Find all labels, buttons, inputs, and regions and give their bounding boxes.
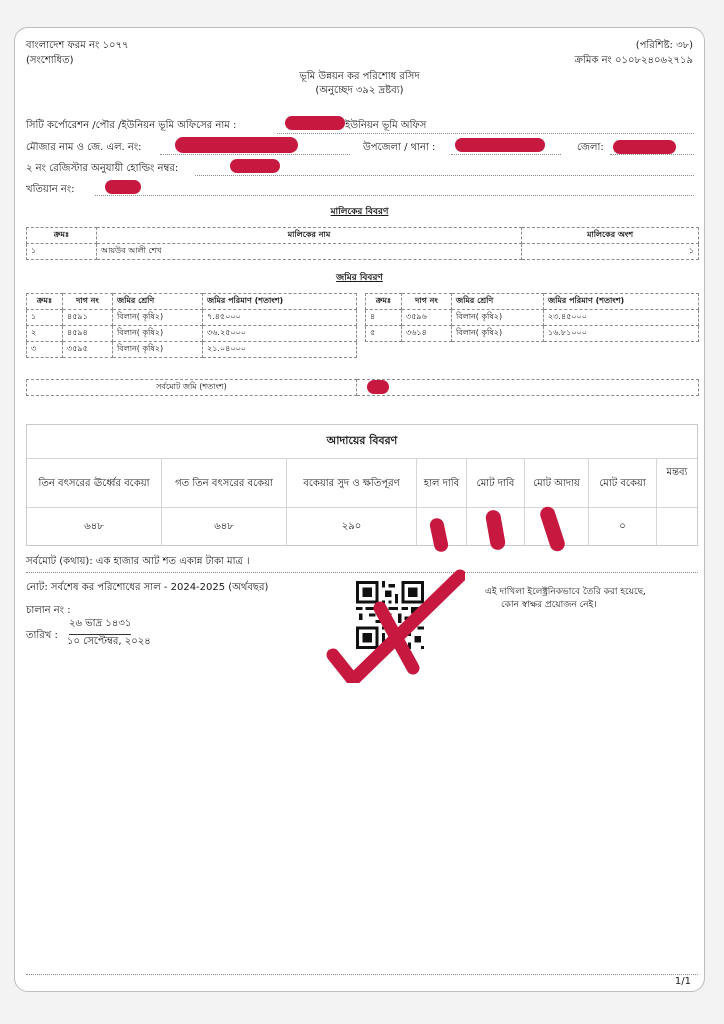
redaction-mark xyxy=(230,159,280,173)
appendix-label: (পরিশিষ্ট: ৩৮) xyxy=(635,40,693,51)
date-bangla: ২৬ ভাদ্র ১৪৩১ xyxy=(69,616,131,635)
total-in-words: সর্বমোট (কথায়): এক হাজার আট শত একান্ন টাকা মাত্র । xyxy=(26,556,250,567)
owner-table xyxy=(26,227,699,260)
page-number: 1/1 xyxy=(674,976,691,987)
electronic-note-line1: এই দাখিলা ইলেক্ট্রনিকভাবে তৈরি করা হয়েছে, xyxy=(485,587,646,597)
redaction-mark xyxy=(285,116,345,130)
table-row: ৩ ৩৫৯৫ বিলান( কৃষি২) ২১.০৪০০০ xyxy=(27,342,357,358)
electronic-note-line2: কোন স্বাক্ষর প্রয়োজন নেই। xyxy=(501,600,597,610)
last-payment-note: নোট: সর্বশেষ কর পরিশোধের সাল - 2024-2025 (অর্থবছর) xyxy=(26,582,269,593)
receipt-title: ভূমি উন্নয়ন কর পরিশোধ রসিদ xyxy=(299,71,420,82)
revised-label: (সংশোধিত) xyxy=(26,55,74,66)
owner-header-share: মালিকের অংশ xyxy=(522,228,699,244)
redaction-mark xyxy=(455,138,545,152)
serial-number: ক্রমিক নং ০১০৮২৪০৬২৭১৯ xyxy=(574,55,693,66)
owner-section-title: মালিকের বিবরণ xyxy=(330,207,389,217)
redaction-mark xyxy=(105,180,141,194)
collection-table: আদায়ের বিবরণ তিন বৎসরের ঊর্ধ্বের বকেয়া গত তিন বৎসরের বকেয়া বকেয়ার সুদ ও ক্ষতিপূরণ হাল দাবি মোট দাবি মোট আদায় মোট বকেয়া মন্তব্য ৬৪৮ ৬৪৮ ২৯০ ০ xyxy=(26,424,698,546)
khatian-label: খতিয়ান নং: xyxy=(26,184,75,195)
table-row: ২ ৪৫৯৪ বিলান( কৃষি২) ৩৬.২৫০০০ xyxy=(27,326,357,342)
redaction-mark xyxy=(613,140,676,154)
date-english: ১০ সেপ্টেম্বর, ২০২৪ xyxy=(67,636,151,647)
mouza-label: মৌজার নাম ও জে. এল. নং: xyxy=(26,142,142,153)
upazila-label: উপজেলা / থানা : xyxy=(363,142,436,153)
collection-title: আদায়ের বিবরণ xyxy=(27,425,697,459)
check-mark-icon xyxy=(325,568,465,683)
land-table-right: ক্রমঃ দাগ নং জমির শ্রেণি জমির পরিমাণ (শতাংশ) ৪ ৩৫৯৬ বিলান( কৃষি২) ২৩.৪৫০০০ ৫ ৩৬১৪ বিলান( কৃষি২) ১৬.৮১০০০ xyxy=(365,293,699,342)
challan-label: চালান নং : xyxy=(26,605,71,616)
office-label: সিটি কর্পোরেশন /পৌর /ইউনিয়ন ভূমি অফিসের নাম : xyxy=(26,120,237,131)
land-table-left: ক্রমঃ দাগ নং জমির শ্রেণি জমির পরিমাণ (শতাংশ) ১ ৪৫৯১ বিলান( কৃষি২) ৭.৪৫০০০ ২ ৪৫৯৪ বিলান( কৃষি২) ৩৬.২৫০০০ ৩ ৩৫৯৫ বিলান( কৃষি২) ২১.০৪০০০ xyxy=(26,293,357,358)
district-label: জেলা: xyxy=(577,142,604,153)
owner-header-name: মালিকের নাম xyxy=(97,228,522,244)
table-row: ১ আয়উব আলী শেখ ১ xyxy=(27,244,699,260)
form-number: বাংলাদেশ ফরম নং ১০৭৭ xyxy=(26,40,129,51)
holding-label: ২ নং রেজিস্টার অনুযায়ী হোল্ডিং নম্বর: xyxy=(26,163,179,174)
receipt-page xyxy=(14,27,705,992)
land-total-label: সর্বমোট জমি (শতাংশ) xyxy=(27,380,357,396)
owner-header-serial: ক্রমঃ xyxy=(27,228,97,244)
land-section-title: জমির বিবরণ xyxy=(336,273,383,283)
date-label: তারিখ : xyxy=(26,630,58,641)
redaction-mark xyxy=(175,137,298,153)
redaction-mark xyxy=(367,380,389,394)
table-row: ৫ ৩৬১৪ বিলান( কৃষি২) ১৬.৮১০০০ xyxy=(366,326,699,342)
table-row: ১ ৪৫৯১ বিলান( কৃষি২) ৭.৪৫০০০ xyxy=(27,310,357,326)
office-value: ইউনিয়ন ভূমি অফিস xyxy=(345,120,427,131)
land-total-row xyxy=(26,379,699,396)
receipt-subtitle: (অনুচ্ছেদ ৩৯২ দ্রষ্টব্য) xyxy=(315,85,404,96)
table-row: ৪ ৩৫৯৬ বিলান( কৃষি২) ২৩.৪৫০০০ xyxy=(366,310,699,326)
